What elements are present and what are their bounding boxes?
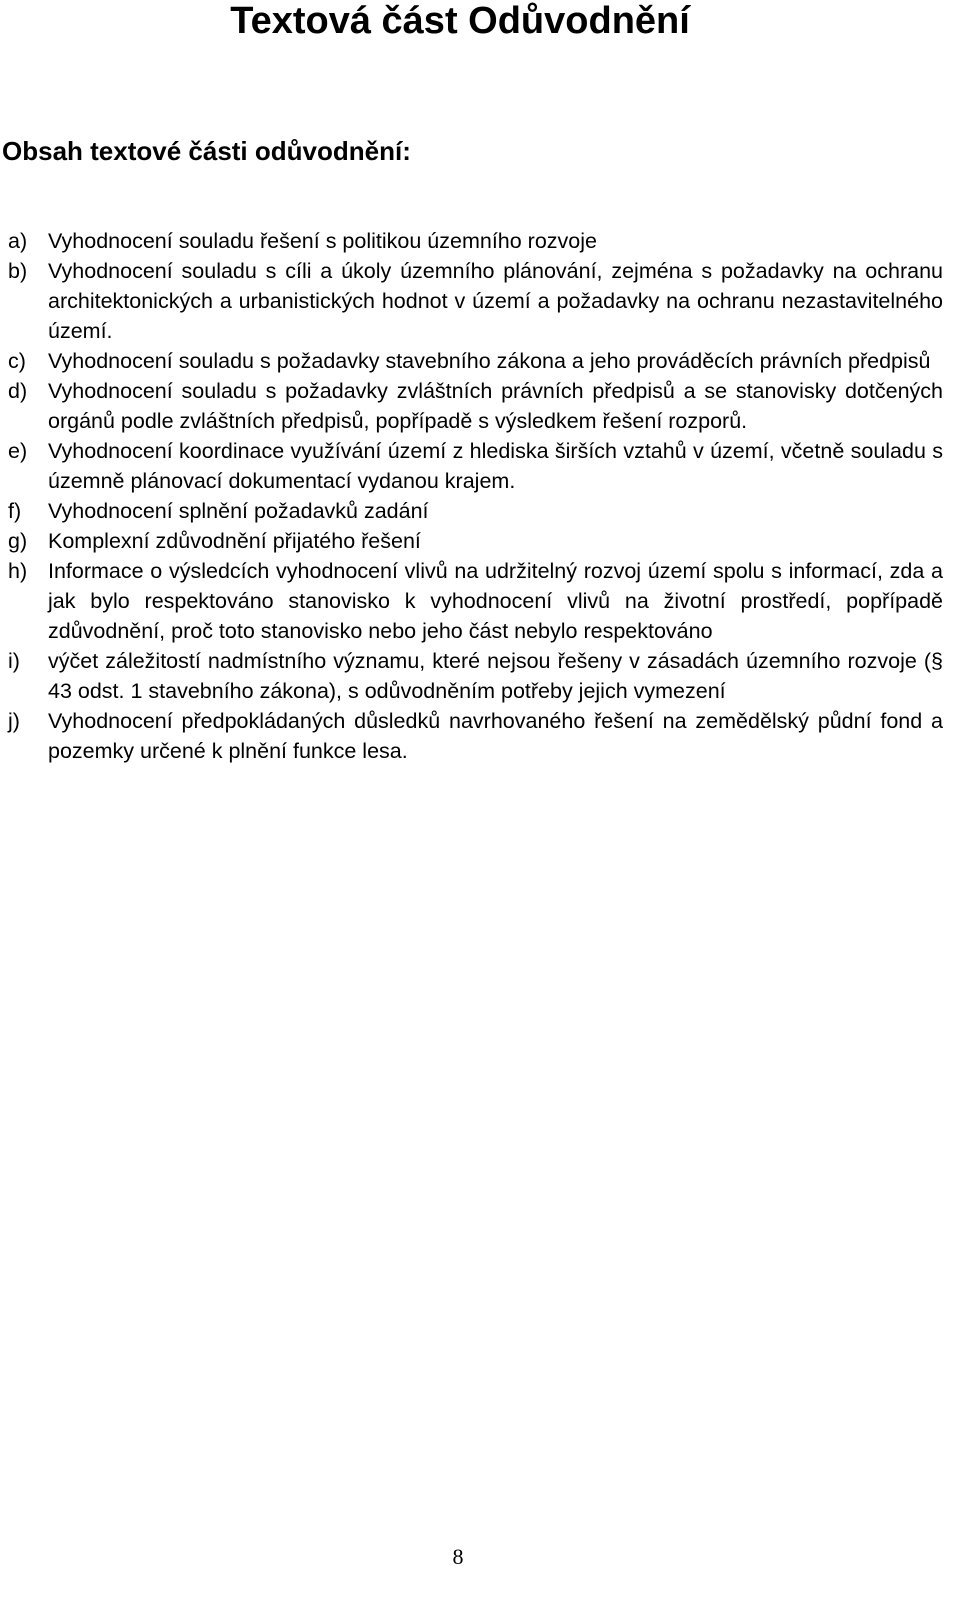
toc-item-letter: h) <box>8 559 28 583</box>
toc-item-text: Vyhodnocení souladu s požadavky zvláštních právních předpisů a se stanovisky dotčených orgánů podle zvláštních předpisů, popřípadě s výsledkem řešení rozporů. <box>48 379 943 433</box>
toc-item-text: Vyhodnocení předpokládaných důsledků navrhovaného řešení na zemědělský půdní fond a pozemky určené k plnění funkce lesa. <box>48 709 943 763</box>
toc-item-letter: j) <box>8 709 20 733</box>
page-title: Textová část Odůvodnění <box>230 0 690 42</box>
toc-item-g <box>8 526 943 556</box>
toc-item-letter: f) <box>8 499 22 523</box>
toc-item-text: Vyhodnocení splnění požadavků zadání <box>48 499 429 523</box>
toc-item-text: výčet záležitostí nadmístního významu, které nejsou řešeny v zásadách územního rozvoje (§ 43 odst. 1 stavebního zákona), s odůvodněním potřeby jejich vymezení <box>48 649 943 703</box>
toc-list <box>8 226 943 766</box>
toc-item-text: Vyhodnocení souladu řešení s politikou územního rozvoje <box>48 229 597 253</box>
page-number: 8 <box>452 1544 464 1569</box>
toc-item-letter: d) <box>8 379 28 403</box>
toc-item-letter: b) <box>8 259 28 283</box>
toc-item-f <box>8 496 943 526</box>
toc-item-text: Komplexní zdůvodnění přijatého řešení <box>48 529 421 553</box>
toc-item-letter: e) <box>8 439 28 463</box>
toc-heading: Obsah textové části odůvodnění: <box>2 136 411 166</box>
toc-item-text: Vyhodnocení koordinace využívání území z hlediska širších vztahů v území, včetně souladu s územně plánovací dokumentací vydanou krajem. <box>48 439 943 493</box>
toc-item-letter: g) <box>8 529 28 553</box>
toc-item-text: Vyhodnocení souladu s požadavky stavebního zákona a jeho prováděcích právních předpisů <box>48 349 931 373</box>
toc-item-b <box>8 256 943 346</box>
toc-item-text: Vyhodnocení souladu s cíli a úkoly územního plánování, zejména s požadavky na ochranu architektonických a urbanistických hodnot v území a požadavky na ochranu nezastavitelného území. <box>48 259 943 343</box>
toc-item-h <box>8 556 943 646</box>
toc-item-d <box>8 376 943 436</box>
toc-item-letter: i) <box>8 649 20 673</box>
toc-item-letter: c) <box>8 349 26 373</box>
toc-item-a <box>8 226 943 256</box>
toc-item-i <box>8 646 943 706</box>
toc-item-letter: a) <box>8 229 28 253</box>
toc-item-c <box>8 346 943 376</box>
toc-item-e <box>8 436 943 496</box>
toc-item-j <box>8 706 943 766</box>
toc-item-text: Informace o výsledcích vyhodnocení vlivů na udržitelný rozvoj území spolu s informací, zda a jak bylo respektováno stanovisko k vyhodnocení vlivů na životní prostředí, popřípadě zdůvodnění, proč toto stanovisko nebo jeho část nebylo respektováno <box>48 559 943 643</box>
